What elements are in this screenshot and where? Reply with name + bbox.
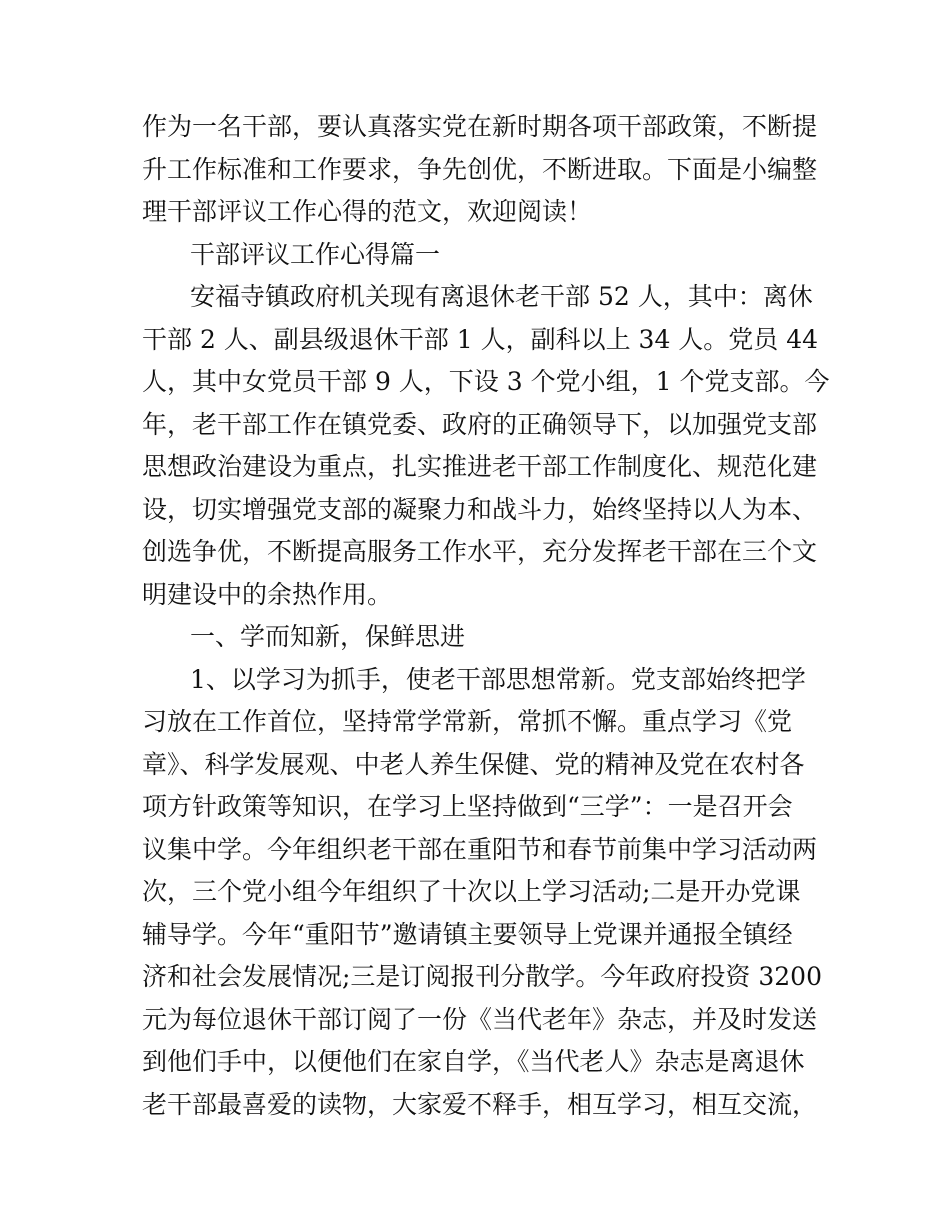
text-line: 干部 2 人、副县级退休干部 1 人，副科以上 34 人。党员 44 bbox=[142, 324, 819, 354]
text-line: 老干部最喜爱的读物，大家爱不释手，相互学习，相互交流， bbox=[142, 1089, 818, 1119]
text-line: 明建设中的余热作用。 bbox=[142, 579, 393, 609]
text-line: 创选争优，不断提高服务工作水平，充分发挥老干部在三个文 bbox=[142, 537, 818, 566]
text-line: 次，三个党小组今年组织了十次以上学习活动;二是开办党课 bbox=[142, 877, 801, 906]
text-line: 理干部评议工作心得的范文，欢迎阅读！ bbox=[142, 197, 593, 226]
text-line: 1、以学习为抓手，使老干部思想常新。党支部始终把学 bbox=[190, 664, 806, 694]
text-line: 作为一名干部，要认真落实党在新时期各项干部政策，不断提 bbox=[142, 112, 818, 141]
section-heading: 一、学而知新，保鲜思进 bbox=[190, 622, 466, 651]
text-line: 项方针政策等知识，在学习上坚持做到“三学”：一是召开会 bbox=[142, 792, 793, 821]
text-line: 设，切实增强党支部的凝聚力和战斗力，始终坚持以人为本、 bbox=[142, 494, 818, 524]
text-line: 济和社会发展情况;三是订阅报刊分散学。今年政府投资 3200 bbox=[142, 962, 822, 991]
text-line: 章》、科学发展观、中老人养生保健、党的精神及党在农村各 bbox=[142, 749, 805, 779]
text-line: 升工作标准和工作要求，争先创优，不断进取。下面是小编整 bbox=[142, 154, 818, 184]
text-line: 议集中学。今年组织老干部在重阳节和春节前集中学习活动两 bbox=[142, 834, 818, 864]
document-body bbox=[142, 106, 830, 1126]
text-line: 辅导学。今年“重阳节”邀请镇主要领导上党课并通报全镇经 bbox=[142, 919, 793, 949]
section-heading: 干部评议工作心得篇一 bbox=[190, 239, 441, 269]
text-line: 习放在工作首位，坚持常学常新，常抓不懈。重点学习《党 bbox=[142, 707, 793, 736]
text-line: 人，其中女党员干部 9 人，下设 3 个党小组，1 个党支部。今 bbox=[142, 367, 830, 396]
text-line: 思想政治建设为重点，扎实推进老干部工作制度化、规范化建 bbox=[142, 452, 818, 481]
text-line: 年，老干部工作在镇党委、政府的正确领导下，以加强党支部 bbox=[142, 409, 818, 439]
text-line: 元为每位退休干部订阅了一份《当代老年》杂志，并及时发送 bbox=[142, 1004, 818, 1034]
text-line: 到他们手中，以便他们在家自学，《当代老人》杂志是离退休 bbox=[142, 1047, 805, 1076]
text-line: 安福寺镇政府机关现有离退休老干部 52 人，其中：离休 bbox=[190, 282, 813, 311]
